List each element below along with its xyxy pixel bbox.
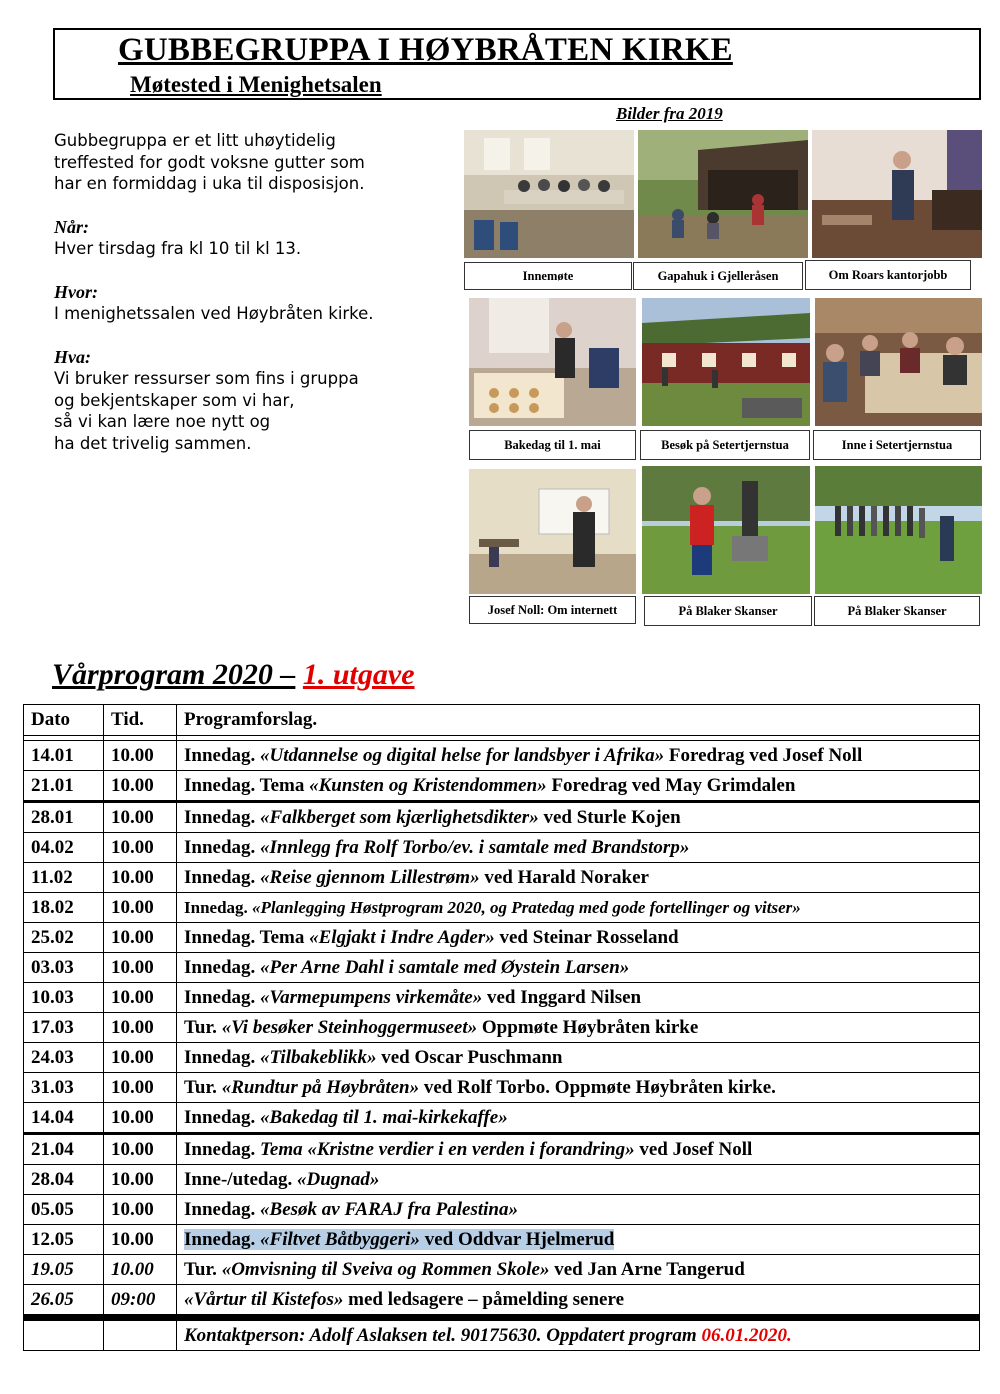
photo-innemote bbox=[464, 130, 634, 258]
table-row bbox=[24, 1103, 980, 1134]
caption-inne-setertjernstua: Inne i Setertjernstua bbox=[813, 430, 981, 460]
table-header-row bbox=[24, 705, 980, 736]
row-date: 18.02 bbox=[24, 893, 104, 923]
table-row bbox=[24, 1195, 980, 1225]
caption-josef-noll: Josef Noll: Om internett bbox=[469, 596, 636, 624]
row-time: 10.00 bbox=[104, 1103, 177, 1134]
caption-bakedag: Bakedag til 1. mai bbox=[469, 430, 636, 460]
intro-section bbox=[54, 130, 454, 454]
row-time: 10.00 bbox=[104, 893, 177, 923]
when-text: Hver tirsdag fra kl 10 til kl 13. bbox=[54, 239, 302, 258]
what-label: Hva: bbox=[54, 346, 91, 367]
contact-info: Kontaktperson: Adolf Aslaksen tel. 90175630. Oppdatert program 06.01.2020. bbox=[177, 1321, 980, 1351]
row-time: 10.00 bbox=[104, 1255, 177, 1285]
row-time: 10.00 bbox=[104, 1043, 177, 1073]
row-time: 10.00 bbox=[104, 833, 177, 863]
table-row bbox=[24, 771, 980, 802]
header-program: Programforslag. bbox=[177, 705, 980, 736]
row-program: Innedag. Tema «Kunsten og Kristendommen» Foredrag ved May Grimdalen bbox=[177, 771, 980, 802]
row-program: Innedag. «Innlegg fra Rolf Torbo/ev. i samtale med Brandstorp» bbox=[177, 833, 980, 863]
photo-josef-noll bbox=[469, 469, 636, 594]
row-date: 11.02 bbox=[24, 863, 104, 893]
when-label: Når: bbox=[54, 216, 89, 237]
row-program: Innedag. «Falkberget som kjærlighetsdikter» ved Sturle Kojen bbox=[177, 802, 980, 833]
row-date: 24.03 bbox=[24, 1043, 104, 1073]
intro-line: har en formiddag i uka til disposisjon. bbox=[54, 174, 365, 193]
row-time: 10.00 bbox=[104, 802, 177, 833]
table-row bbox=[24, 1255, 980, 1285]
intro-line: Gubbegruppa er et litt uhøytidelig bbox=[54, 131, 336, 150]
caption-blaker-1: På Blaker Skanser bbox=[644, 596, 812, 626]
table-row bbox=[24, 1285, 980, 1315]
row-program: Innedag. «Filtvet Båtbyggeri» ved Oddvar Hjelmerud bbox=[177, 1225, 980, 1255]
table-row bbox=[24, 953, 980, 983]
row-program: Tur. «Rundtur på Høybråten» ved Rolf Torbo. Oppmøte Høybråten kirke. bbox=[177, 1073, 980, 1103]
row-date: 21.04 bbox=[24, 1134, 104, 1165]
row-time: 10.00 bbox=[104, 953, 177, 983]
row-time: 10.00 bbox=[104, 1195, 177, 1225]
table-row bbox=[24, 1134, 980, 1165]
row-program: Innedag. «Besøk av FARAJ fra Palestina» bbox=[177, 1195, 980, 1225]
row-date: 12.05 bbox=[24, 1225, 104, 1255]
row-date: 10.03 bbox=[24, 983, 104, 1013]
what-line: ha det trivelig sammen. bbox=[54, 433, 252, 453]
photo-setertjernstua bbox=[642, 298, 810, 426]
row-program: Tur. «Omvisning til Sveiva og Rommen Skole» ved Jan Arne Tangerud bbox=[177, 1255, 980, 1285]
row-date: 17.03 bbox=[24, 1013, 104, 1043]
row-date: 21.01 bbox=[24, 771, 104, 802]
row-time: 10.00 bbox=[104, 1165, 177, 1195]
row-time: 10.00 bbox=[104, 771, 177, 802]
row-program: «Vårtur til Kistefos» med ledsagere – påmelding senere bbox=[177, 1285, 980, 1315]
header-time: Tid. bbox=[104, 705, 177, 736]
row-date: 14.01 bbox=[24, 741, 104, 771]
table-footer-row bbox=[24, 1321, 980, 1351]
updated-date: 06.01.2020. bbox=[701, 1324, 792, 1346]
row-date: 05.05 bbox=[24, 1195, 104, 1225]
table-row bbox=[24, 833, 980, 863]
row-time: 10.00 bbox=[104, 1134, 177, 1165]
table-row bbox=[24, 1043, 980, 1073]
row-program: Innedag. Tema «Elgjakt i Indre Agder» ved Steinar Rosseland bbox=[177, 923, 980, 953]
row-program: Tur. «Vi besøker Steinhoggermuseet» Oppmøte Høybråten kirke bbox=[177, 1013, 980, 1043]
program-table bbox=[23, 704, 980, 1351]
row-time: 10.00 bbox=[104, 1225, 177, 1255]
table-row bbox=[24, 893, 980, 923]
row-time: 10.00 bbox=[104, 1013, 177, 1043]
row-date: 28.01 bbox=[24, 802, 104, 833]
table-row bbox=[24, 1073, 980, 1103]
photos-heading: Bilder fra 2019 bbox=[616, 104, 723, 123]
photo-bakedag bbox=[469, 298, 636, 426]
photo-blaker-1 bbox=[642, 466, 810, 594]
row-time: 10.00 bbox=[104, 741, 177, 771]
row-date: 31.03 bbox=[24, 1073, 104, 1103]
row-date: 03.03 bbox=[24, 953, 104, 983]
row-program: Innedag. «Planlegging Høstprogram 2020, og Pratedag med gode fortellinger og vitser» bbox=[177, 893, 980, 923]
row-program: Innedag. «Per Arne Dahl i samtale med Øystein Larsen» bbox=[177, 953, 980, 983]
photo-blaker-2 bbox=[815, 466, 982, 594]
table-row bbox=[24, 802, 980, 833]
header-date: Dato bbox=[24, 705, 104, 736]
photo-inne-setertjernstua bbox=[815, 298, 982, 426]
row-time: 10.00 bbox=[104, 1073, 177, 1103]
photo-gapahuk bbox=[638, 130, 808, 258]
row-date: 26.05 bbox=[24, 1285, 104, 1315]
table-row bbox=[24, 1225, 980, 1255]
row-program: Innedag. «Varmepumpens virkemåte» ved Inggard Nilsen bbox=[177, 983, 980, 1013]
row-date: 28.04 bbox=[24, 1165, 104, 1195]
table-row bbox=[24, 983, 980, 1013]
row-date: 19.05 bbox=[24, 1255, 104, 1285]
row-date: 25.02 bbox=[24, 923, 104, 953]
what-line: Vi bruker ressurser som fins i gruppa bbox=[54, 369, 359, 388]
program-title bbox=[52, 658, 415, 692]
caption-kantorjobb: Om Roars kantorjobb bbox=[805, 260, 971, 290]
row-time: 09:00 bbox=[104, 1285, 177, 1315]
table-row bbox=[24, 1013, 980, 1043]
row-time: 10.00 bbox=[104, 983, 177, 1013]
what-line: så vi kan lære noe nytt og bbox=[54, 412, 271, 431]
row-date: 04.02 bbox=[24, 833, 104, 863]
row-time: 10.00 bbox=[104, 923, 177, 953]
caption-blaker-2: På Blaker Skanser bbox=[814, 596, 980, 626]
what-line: og bekjentskaper som vi har, bbox=[54, 390, 295, 410]
where-label: Hvor: bbox=[54, 281, 98, 302]
page-title: GUBBEGRUPPA I HØYBRÅTEN KIRKE bbox=[118, 32, 733, 68]
where-text: I menighetssalen ved Høybråten kirke. bbox=[54, 304, 374, 323]
row-program: Inne-/utedag. «Dugnad» bbox=[177, 1165, 980, 1195]
table-row bbox=[24, 923, 980, 953]
table-row bbox=[24, 1165, 980, 1195]
intro-line: treffested for godt voksne gutter som bbox=[54, 152, 365, 172]
row-time: 10.00 bbox=[104, 863, 177, 893]
program-title-main: Vårprogram 2020 – bbox=[52, 658, 296, 691]
row-program: Innedag. «Bakedag til 1. mai-kirkekaffe» bbox=[177, 1103, 980, 1134]
page-subtitle: Møtested i Menighetsalen bbox=[130, 72, 382, 97]
row-date: 14.04 bbox=[24, 1103, 104, 1134]
row-program: Innedag. «Reise gjennom Lillestrøm» ved Harald Noraker bbox=[177, 863, 980, 893]
table-row bbox=[24, 863, 980, 893]
caption-besok-setertjernstua: Besøk på Setertjernstua bbox=[640, 430, 810, 460]
caption-gapahuk: Gapahuk i Gjelleråsen bbox=[633, 262, 803, 290]
caption-innemote: Innemøte bbox=[464, 262, 632, 290]
row-program: Innedag. «Utdannelse og digital helse for landsbyer i Afrika» Foredrag ved Josef Noll bbox=[177, 741, 980, 771]
program-edition: 1. utgave bbox=[302, 658, 415, 691]
row-program: Innedag. «Tilbakeblikk» ved Oscar Puschmann bbox=[177, 1043, 980, 1073]
photo-kantorjobb bbox=[812, 130, 982, 258]
table-row bbox=[24, 741, 980, 771]
row-program: Innedag. Tema «Kristne verdier i en verden i forandring» ved Josef Noll bbox=[177, 1134, 980, 1165]
